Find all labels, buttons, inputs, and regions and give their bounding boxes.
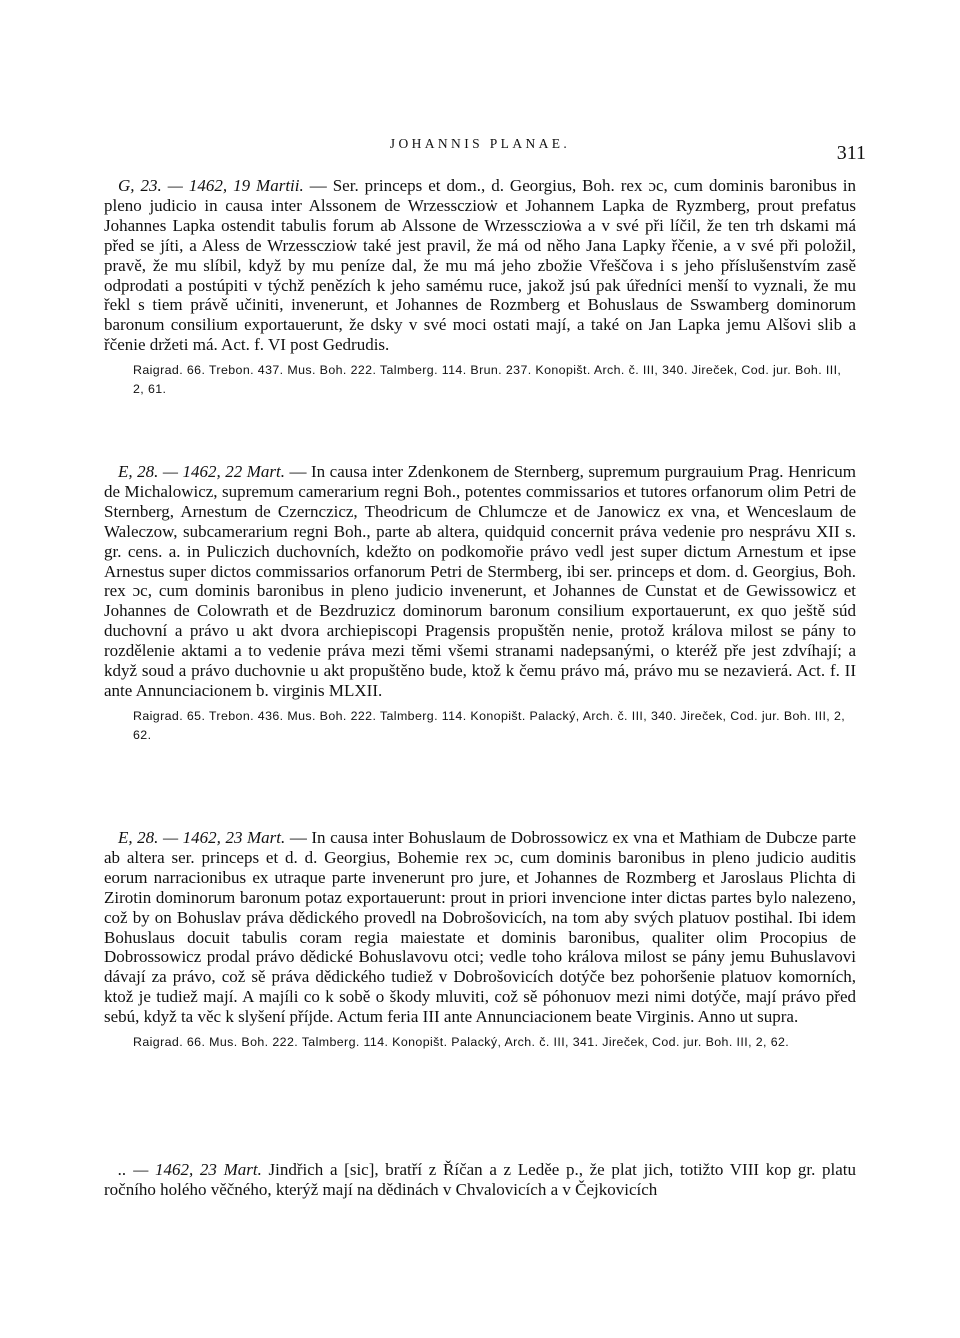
entry-marker: .. bbox=[118, 1160, 127, 1179]
entry-text: — Ser. princeps et dom., d. Georgius, Boh. rex ɔc, cum dominis baronibus in pleno judicio in causa inter Alssonem de Wrzessczioẇ et Johannem Lapka de Ryzmberg, prout prefatus Johannes Lapka ostendit tabulis forum ab Alssone de Wrzessczioẇa a v své při líčil, že ten trh dskami má před se jíti, a Aless de Wrzessczioẇ také jest pravil, že má od něho Jana Lapky řčenie, a v své při položil, pravě, že mu slíbil, když by mu peníze dal, že mu má jeho zbožie Vřeščova i s jeho příslušenstvím zasě odprodati a postúpiti v týchž penězích k jeho samému ruce, jakož jsú pak úředníci menší to vyznali, že mu řekl s tiem právě učiniti, invenerunt, et Johannes de Rozmberg et Bohuslaus de Sswamberg dominorum baronum consilium exportauerunt, že dsky v své moci ostati mají, a také on Jan Lapka jemu Alšovi slib a řčenie držeti má. Act. f. VI post Gedrudis. bbox=[104, 176, 857, 355]
entry-1 bbox=[104, 176, 856, 399]
entry-3 bbox=[104, 828, 856, 1052]
page-number: 311 bbox=[836, 142, 866, 164]
running-title: JOHANNIS PLANAE. bbox=[389, 136, 571, 151]
entry-4 bbox=[104, 1160, 856, 1200]
entry-date: — 1462, 23 Mart. bbox=[133, 1160, 262, 1179]
entry-date: — 1462, 19 Martii. bbox=[167, 176, 304, 195]
entry-paragraph bbox=[104, 176, 856, 355]
entry-date: — 1462, 22 Mart. bbox=[162, 462, 286, 481]
entry-marker: E, 28. bbox=[118, 828, 159, 847]
entry-text: Jindřich a [sic], bratří z Říčan a z Leděe p., že plat jich, totižto VIII kop gr. platu ročního holého věčného, kterýž mají na dědinách v Chvalovicích a v Čejkovicích bbox=[104, 1160, 857, 1199]
entry-sources: Raigrad. 66. Mus. Boh. 222. Talmberg. 114. Konopišt. Palacký, Arch. č. III, 341. Jireček, Cod. jur. Boh. III, 2, 62. bbox=[133, 1035, 790, 1050]
entry-sources: Raigrad. 66. Trebon. 437. Mus. Boh. 222. Talmberg. 114. Brun. 237. Konopišt. Arch. č. III, 340. Jireček, Cod. jur. Boh. III, 2, 61. bbox=[133, 363, 842, 397]
entry-date: — 1462, 23 Mart. bbox=[163, 828, 286, 847]
entry-paragraph bbox=[104, 1160, 856, 1200]
entry-paragraph bbox=[104, 828, 856, 1027]
entry-2 bbox=[104, 462, 856, 745]
entry-sources: Raigrad. 65. Trebon. 436. Mus. Boh. 222. Talmberg. 114. Konopišt. Palacký, Arch. č. III, 340. Jireček, Cod. jur. Boh. III, 2, 62. bbox=[133, 708, 846, 742]
entry-paragraph bbox=[104, 462, 856, 701]
entry-marker: E, 28. bbox=[118, 462, 159, 481]
entry-marker: G, 23. bbox=[118, 176, 162, 195]
entry-text: — In causa inter Bohuslaum de Dobrossowicz ex vna et Mathiam de Dubcze parte ab altera ser. princeps et d. d. Georgius, Bohemie rex ɔc, cum dominis baronibus in pleno judicio auditis eorum narracionibus ex utraque parte invenerunt pro jure, et Johannes de Rozmberg et Jaroslaus Plichta di Zirotin dominorum baronum potaz exportauerunt: prout in priori invencione inter dictas partes bylo nalezeno, což by on Bohuslav práva dědického provedl na Dobrošovicích, na tom aby svých platuov postihal. Ibi idem Bohuslaus docuit tabulis coram regia maiestate et dominis baronibus, qualiter olim Procopius de Dobrossowicz prodal právo dědické Bohuslavovu otci; vedle toho králova milost se pány jemu Buhuslavovi dávají za právo, což sě práva dědického tudiež v Dobrošovicích dotýče bez pohoršenie platuov komorních, ktož je tudiež mají. A majíli co k sobě o škody mluviti, což sě póhonuov mezi nimi dotýče, mají právo před sebú, když ta věc k slyšení příjde. Actum feria III ante Annunciacionem beate Virginis. Anno ut supra. bbox=[104, 828, 857, 1027]
entry-text: — In causa inter Zdenkonem de Sternberg, supremum purgrauium Prag. Henricum de Michalowicz, supremum camerarium regni Boh., potentes commissarios et tutores orfanorum olim Petri de Sternberg, Arnestum de Czernczicz, Theodricum de Chlumcze et de Janowicz ex vna, et Wenceslaum de Waleczow, subcamerarium regni Boh., parte ab altera, quidquid concernit práva vedenie pro nesprávu XII s. gr. cens. a. in Puliczich duchovních, kdežto on podkomořie právo vedl jest super dictum Arnestum et ipse Arnestus super dictos commissarios orfanorum Petri de Stermberg, ibi ser. princeps et dom. d. Georgius, Boh. rex ɔc, cum dominis baronibus in pleno judicio invenerunt, et Johannes de Cunstat et de Gewissowicz et Johannes de Colowrath et de Bezdruzicz dominorum baronum consilium exportauerunt, ex quo ještě súd duchovní a právo u akt dvora archiepiscopi Pragensis propuštěn nenie, protož králova milost se pány to rozdělenie aktami a to vedenie práva mezi těmi všemi stranami nadepsanými, o kteréž pře jest zdvíhají; a když soud a právo duchovnie u akt propuštěno bude, ktož k čemu právo má, právo mu se nezavierá. Act. f. II ante Annunciacionem b. virginis MLXII. bbox=[104, 462, 857, 700]
